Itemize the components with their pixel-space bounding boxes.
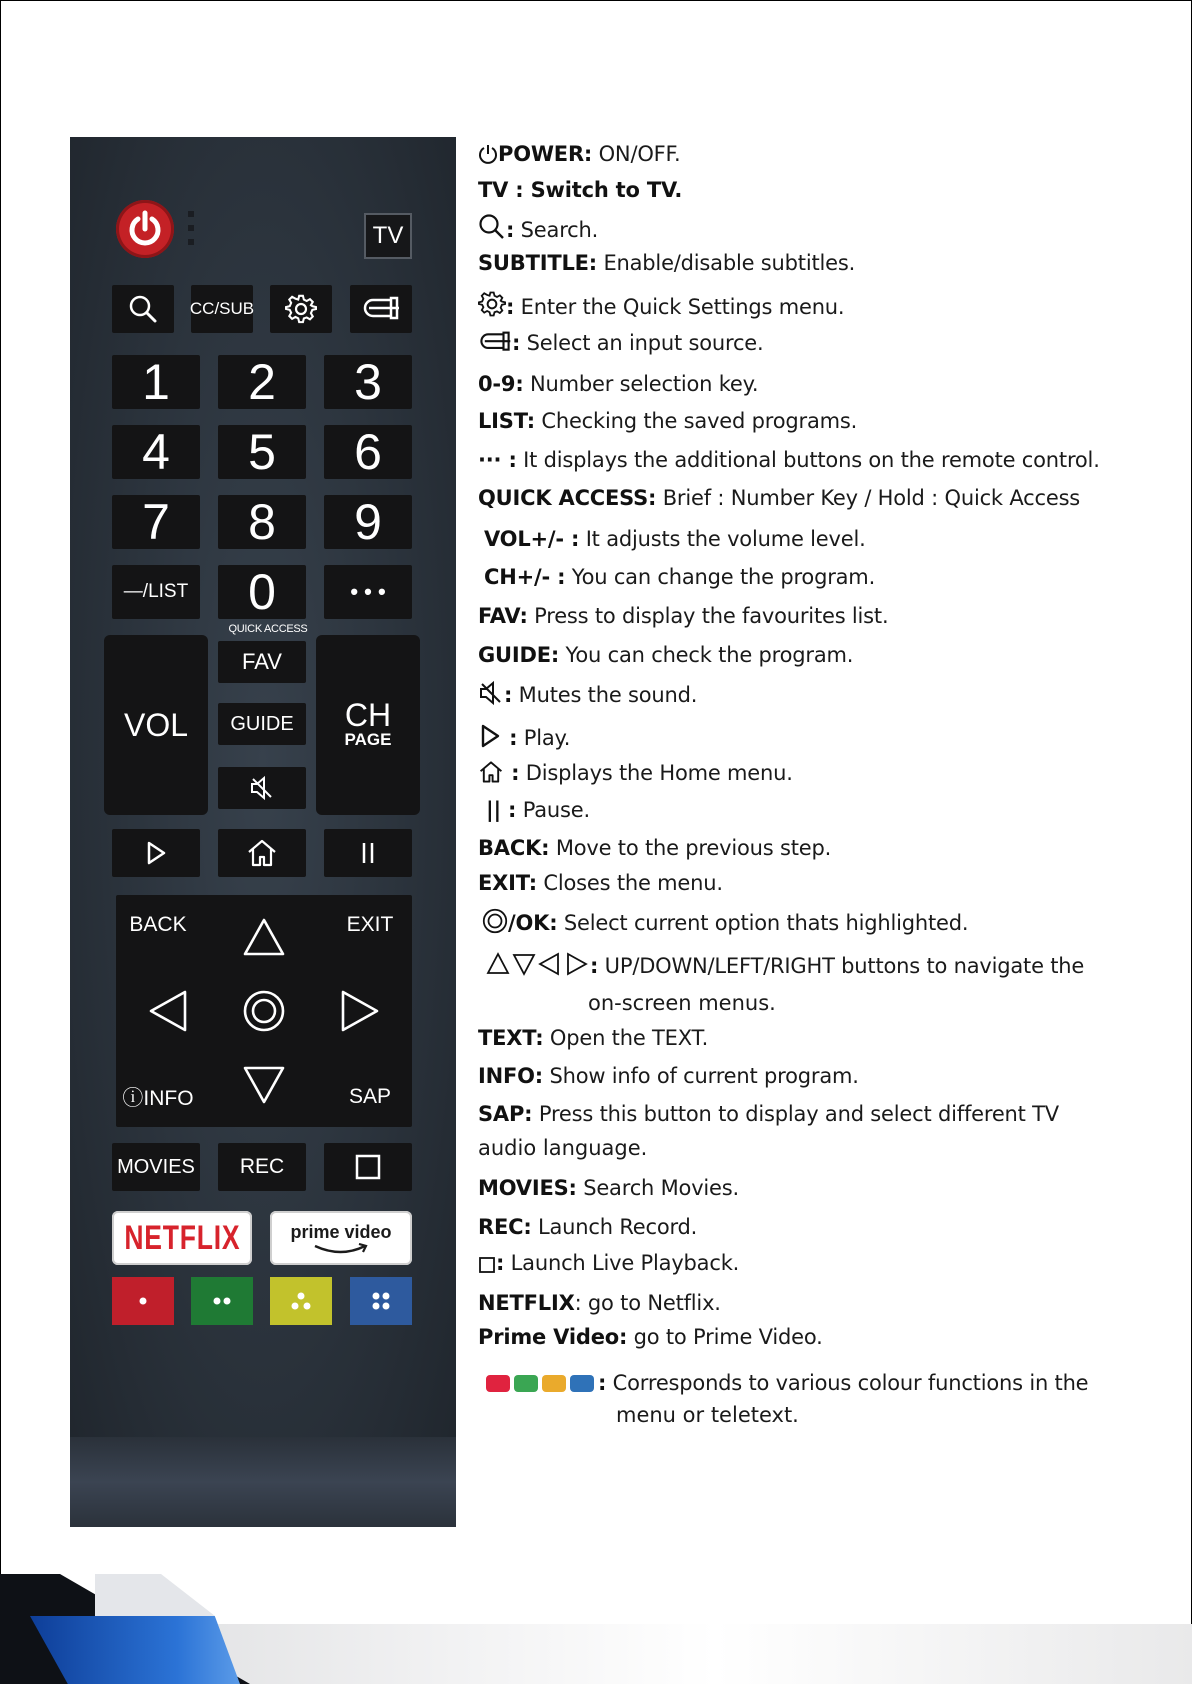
channel-rocker[interactable] [316,635,420,815]
desc-info: INFO: Show info of current program. [478,1064,859,1088]
guide-button[interactable]: GUIDE [218,703,306,745]
number-7-button[interactable]: 7 [112,495,200,549]
desc-sap-cont: audio language. [478,1136,648,1160]
number-1-button[interactable]: 1 [112,355,200,409]
desc-channel: CH+/- : You can change the program. [484,565,876,589]
ok-icon [242,989,286,1033]
volume-rocker[interactable] [104,635,208,815]
input-source-icon [361,295,401,323]
three-dots-icon [288,1289,314,1313]
red-button[interactable] [112,1277,174,1325]
back-button[interactable]: BACK [129,913,187,936]
right-arrow-icon [339,988,381,1034]
ch-label: CH [344,697,392,733]
number-8-button[interactable]: 8 [218,495,306,549]
rec-button[interactable]: REC [218,1143,306,1191]
mute-icon [249,775,275,801]
mute-button[interactable] [218,767,306,809]
number-2-button[interactable]: 2 [218,355,306,409]
square-icon [478,1256,496,1274]
mute-icon [478,680,504,706]
colour-swatches-icon [484,1372,598,1394]
play-icon [145,840,167,866]
page-label: PAGE [344,730,392,749]
yellow-button[interactable] [270,1277,332,1325]
home-button[interactable] [218,829,306,877]
movies-button[interactable]: MOVIES [112,1143,200,1191]
number-9-button[interactable]: 9 [324,495,412,549]
up-arrow-icon [241,916,287,958]
left-arrow-icon [147,988,189,1034]
pause-button[interactable] [324,829,412,877]
number-5-button[interactable]: 5 [218,425,306,479]
gear-icon [285,293,317,325]
desc-tv: TV : Switch to TV. [478,178,683,202]
desc-guide: GUIDE: You can check the program. [478,643,854,667]
desc-ok: /OK: Select current option thats highlighted. [482,908,968,935]
power-button[interactable] [116,200,174,258]
home-icon [478,760,504,784]
remote-bottom-band [70,1437,456,1527]
cc-sub-button[interactable]: CC/SUB [191,285,253,333]
right-button[interactable] [330,981,390,1041]
led-indicator [188,211,196,251]
desc-text: TEXT: Open the TEXT. [478,1026,709,1050]
fav-button[interactable]: FAV [218,641,306,683]
vol-label: VOL [123,706,189,743]
pause-icon [358,840,378,866]
number-6-button[interactable]: 6 [324,425,412,479]
number-0-button[interactable]: 0 [218,565,306,619]
list-button[interactable]: —/LIST [112,565,200,619]
desc-rec: REC: Launch Record. [478,1215,698,1239]
desc-movies: MOVIES: Search Movies. [478,1176,739,1200]
prime-smile-icon [311,1243,371,1255]
netflix-logo: NETFLIX [124,1218,240,1257]
power-icon [125,209,165,249]
desc-play: : Play. [478,723,570,750]
left-button[interactable] [138,981,198,1041]
desc-numbers: 0-9: Number selection key. [478,372,759,396]
up-button[interactable] [234,909,294,965]
footer-light-shape [95,1574,215,1616]
desc-input: : Select an input source. [478,330,764,355]
search-button[interactable] [112,285,174,333]
desc-colour-cont: menu or teletext. [616,1403,799,1427]
down-button[interactable] [234,1057,294,1113]
desc-home: : Displays the Home menu. [478,760,793,785]
power-icon [478,143,498,165]
input-source-icon [478,330,512,354]
input-source-button[interactable] [350,285,412,333]
desc-power: POWER: ON/OFF. [478,142,681,166]
gear-icon [478,290,506,318]
desc-back: BACK: Move to the previous step. [478,836,832,860]
two-dots-icon [209,1291,235,1311]
down-arrow-icon [241,1064,287,1106]
desc-prime-video: Prime Video: go to Prime Video. [478,1325,823,1349]
desc-volume: VOL+/- : It adjusts the volume level. [484,527,866,551]
desc-search: : Search. [478,213,598,242]
desc-mute: : Mutes the sound. [478,680,697,707]
desc-settings: : Enter the Quick Settings menu. [478,290,844,319]
desc-sap: SAP: Press this button to display and select different TV [478,1102,1059,1126]
remote-control [70,137,456,1527]
desc-pause: || : Pause. [486,798,590,822]
live-playback-button[interactable] [324,1143,412,1191]
prime-video-button[interactable] [270,1211,412,1265]
desc-navigation-cont: on-screen menus. [588,991,776,1015]
desc-list: LIST: Checking the saved programs. [478,409,858,433]
navigation-pad [116,895,412,1127]
green-button[interactable] [191,1277,253,1325]
arrow-keys-icon [486,951,590,977]
info-button[interactable]: ⓘINFO [122,1087,194,1110]
play-icon [478,723,502,749]
desc-exit: EXIT: Closes the menu. [478,871,723,895]
desc-netflix: NETFLIX: go to Netflix. [478,1291,721,1315]
netflix-button[interactable] [112,1211,252,1265]
number-3-button[interactable]: 3 [324,355,412,409]
play-button[interactable] [112,829,200,877]
number-4-button[interactable]: 4 [112,425,200,479]
tv-button[interactable]: TV [364,213,412,259]
prime-video-logo: prime video [290,1221,392,1242]
desc-navigation: : UP/DOWN/LEFT/RIGHT buttons to navigate the [486,951,1084,978]
home-icon [246,838,278,868]
square-icon [355,1154,381,1180]
more-button[interactable]: • • • [324,565,412,619]
search-icon [128,294,158,324]
one-dot-icon [133,1291,153,1311]
desc-quick-access: QUICK ACCESS: Brief : Number Key / Hold : Quick Access [478,486,1081,510]
exit-button[interactable]: EXIT [346,913,394,936]
four-dots-icon [368,1288,394,1314]
ok-button[interactable] [234,981,294,1041]
desc-live-playback: : Launch Live Playback. [478,1251,739,1275]
settings-button[interactable] [270,285,332,333]
desc-fav: FAV: Press to display the favourites list. [478,604,889,628]
quick-access-label: QUICK ACCESS [228,623,308,635]
desc-subtitle: SUBTITLE: Enable/disable subtitles. [478,251,856,275]
search-icon [478,213,506,241]
desc-more: ··· : It displays the additional buttons on the remote control. [478,448,1100,472]
desc-colour: : Corresponds to various colour functions in the [484,1371,1088,1395]
blue-button[interactable] [350,1277,412,1325]
sap-button[interactable]: SAP [348,1085,392,1108]
ok-icon [482,908,508,934]
